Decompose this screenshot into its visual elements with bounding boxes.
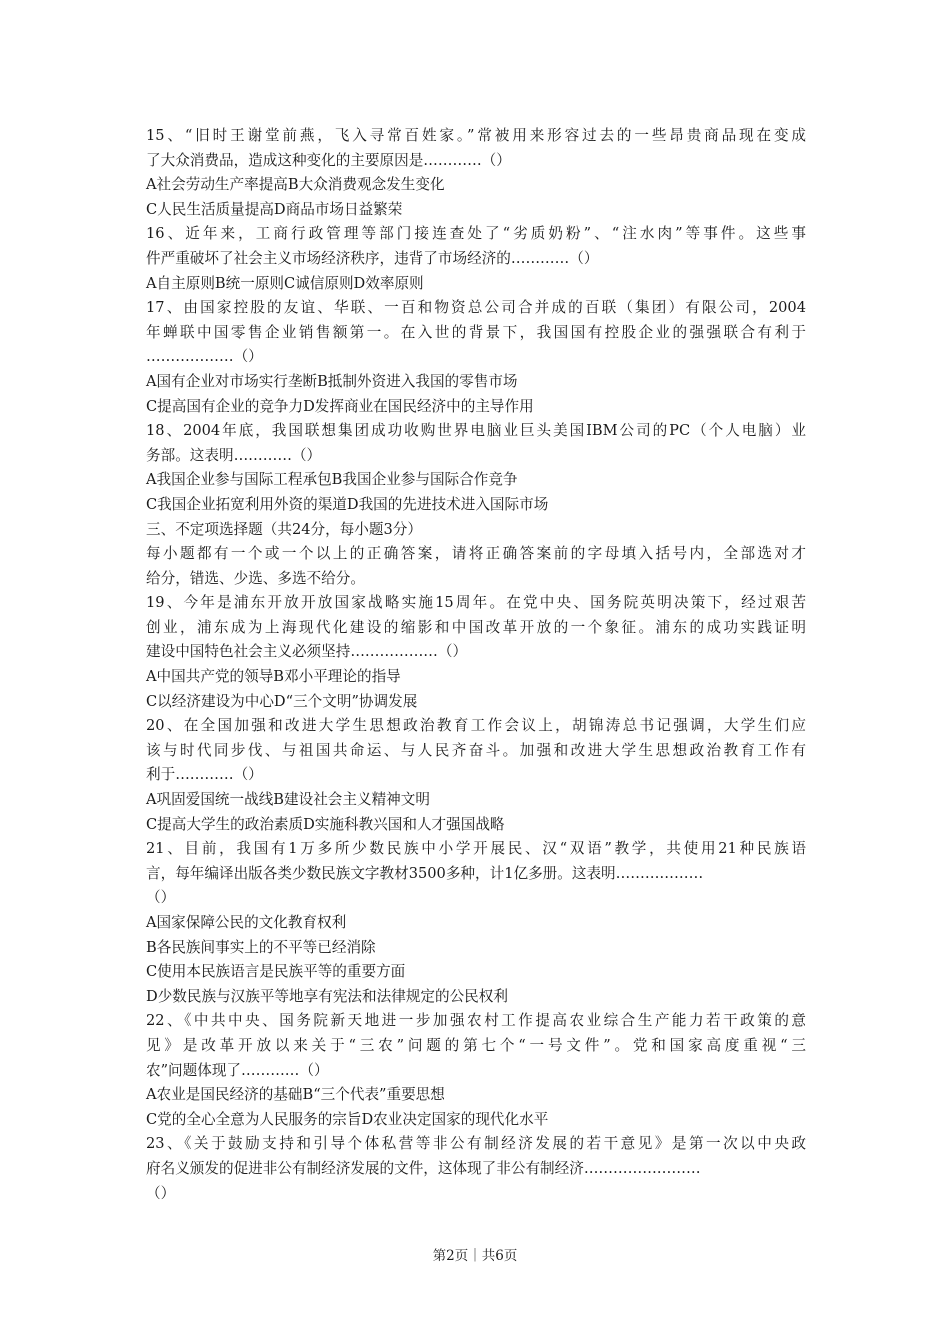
text-line: ………………（）: [146, 348, 263, 366]
text-line: 务部。这表明…………（）: [146, 446, 322, 464]
option-line: A国家保障公民的文化教育权利: [146, 914, 347, 931]
text-line: 每小题都有一个或一个以上的正确答案，请将正确答案前的字母填入括号内，全部选对才: [146, 545, 806, 563]
text-line: 利于…………（）: [146, 766, 263, 784]
text-line: 了大众消费品，造成这种变化的主要原因是…………（）: [146, 151, 511, 169]
text-line: 18、2004年底，我国联想集团成功收购世界电脑业巨头美国IBM公司的PC（个人电脑）业: [146, 422, 806, 440]
text-line: 建设中国特色社会主义必须坚持………………（）: [146, 643, 468, 661]
option-line: C人民生活质量提高D商品市场日益繁荣: [146, 200, 403, 218]
option-line: A中国共产党的领导B邓小平理论的指导: [146, 668, 401, 686]
option-line: A社会劳动生产率提高B大众消费观念发生变化: [146, 176, 445, 194]
text-line: （）: [146, 889, 176, 907]
text-line: 16、近年来，工商行政管理等部门接连查处了“劣质奶粉”、“注水肉”等事件。这些事: [146, 225, 806, 243]
text-line: 言，每年编译出版各类少数民族文字教材3500多种，计1亿多册。这表明………………: [146, 864, 704, 882]
text-line: 创业，浦东成为上海现代化建设的缩影和中国改革开放的一个象征。浦东的成功实践证明: [146, 618, 806, 636]
option-line: C以经济建设为中心D“三个文明”协调发展: [146, 692, 418, 710]
option-line: A我国企业参与国际工程承包B我国企业参与国际合作竞争: [146, 471, 518, 489]
text-line: 年蝉联中国零售企业销售额第一。在入世的背景下，我国国有控股企业的强强联合有利于: [146, 323, 806, 341]
text-line: 22、《中共中央、国务院新天地进一步加强农村工作提高农业综合生产能力若干政策的意: [146, 1012, 806, 1030]
section-heading: 三、不定项选择题（共24分，每小题3分）: [146, 520, 422, 538]
text-line: 该与时代同步伐、与祖国共命运、与人民齐奋斗。加强和改进大学生思想政治教育工作有: [146, 741, 806, 759]
text-line: 件严重破坏了社会主义市场经济秩序，违背了市场经济的…………（）: [146, 249, 599, 267]
option-line: D少数民族与汉族平等地享有宪法和法律规定的公民权利: [146, 987, 508, 1005]
text-line: 农”问题体现了…………（）: [146, 1061, 329, 1079]
option-line: C提高国有企业的竞争力D发挥商业在国民经济中的主导作用: [146, 397, 534, 415]
option-line: A农业是国民经济的基础B“三个代表”重要思想: [146, 1086, 445, 1104]
text-line: 给分，错选、少选、多选不给分。: [146, 569, 365, 587]
text-line: 19、今年是浦东开放开放国家战略实施15周年。在党中央、国务院英明决策下，经过艰苦: [146, 594, 806, 612]
text-line: 21、目前，我国有1万多所少数民族中小学开展民、汉“双语”教学，共使用21种民族语: [146, 840, 806, 858]
option-line: C使用本民族语言是民族平等的重要方面: [146, 963, 406, 981]
text-line: 17、由国家控股的友谊、华联、一百和物资总公司合并成的百联（集团）有限公司，2004: [146, 299, 806, 317]
option-line: A巩固爱国统一战线B建设社会主义精神文明: [146, 791, 430, 809]
text-line: 府名义颁发的促进非公有制经济发展的文件，这体现了非公有制经济……………………: [146, 1159, 701, 1177]
option-line: C党的全心全意为人民服务的宗旨D农业决定国家的现代化水平: [146, 1110, 549, 1128]
option-line: C提高大学生的政治素质D实施科教兴国和人才强国战略: [146, 815, 505, 833]
text-line: 15、“旧时王谢堂前燕，飞入寻常百姓家。”常被用来形容过去的一些昂贵商品现在变成: [146, 127, 806, 144]
text-line: 见》是改革开放以来关于“三农”问题的第七个“一号文件”。党和国家高度重视“三: [146, 1036, 806, 1054]
option-line: A自主原则B统一原则C诚信原则D效率原则: [146, 274, 424, 292]
text-line: （）: [146, 1184, 176, 1202]
page-footer: 第2页｜共6页: [432, 1248, 518, 1264]
option-line: C我国企业拓宽利用外资的渠道D我国的先进技术进入国际市场: [146, 495, 549, 513]
text-line: 20、在全国加强和改进大学生思想政治教育工作会议上，胡锦涛总书记强调，大学生们应: [146, 717, 806, 735]
option-line: B各民族间事实上的不平等已经消除: [146, 938, 376, 956]
option-line: A国有企业对市场实行垄断B抵制外资进入我国的零售市场: [146, 372, 518, 390]
question-text: [146, 124, 806, 1206]
text-line: 23、《关于鼓励支持和引导个体私营等非公有制经济发展的若干意见》是第一次以中央政: [146, 1135, 806, 1153]
